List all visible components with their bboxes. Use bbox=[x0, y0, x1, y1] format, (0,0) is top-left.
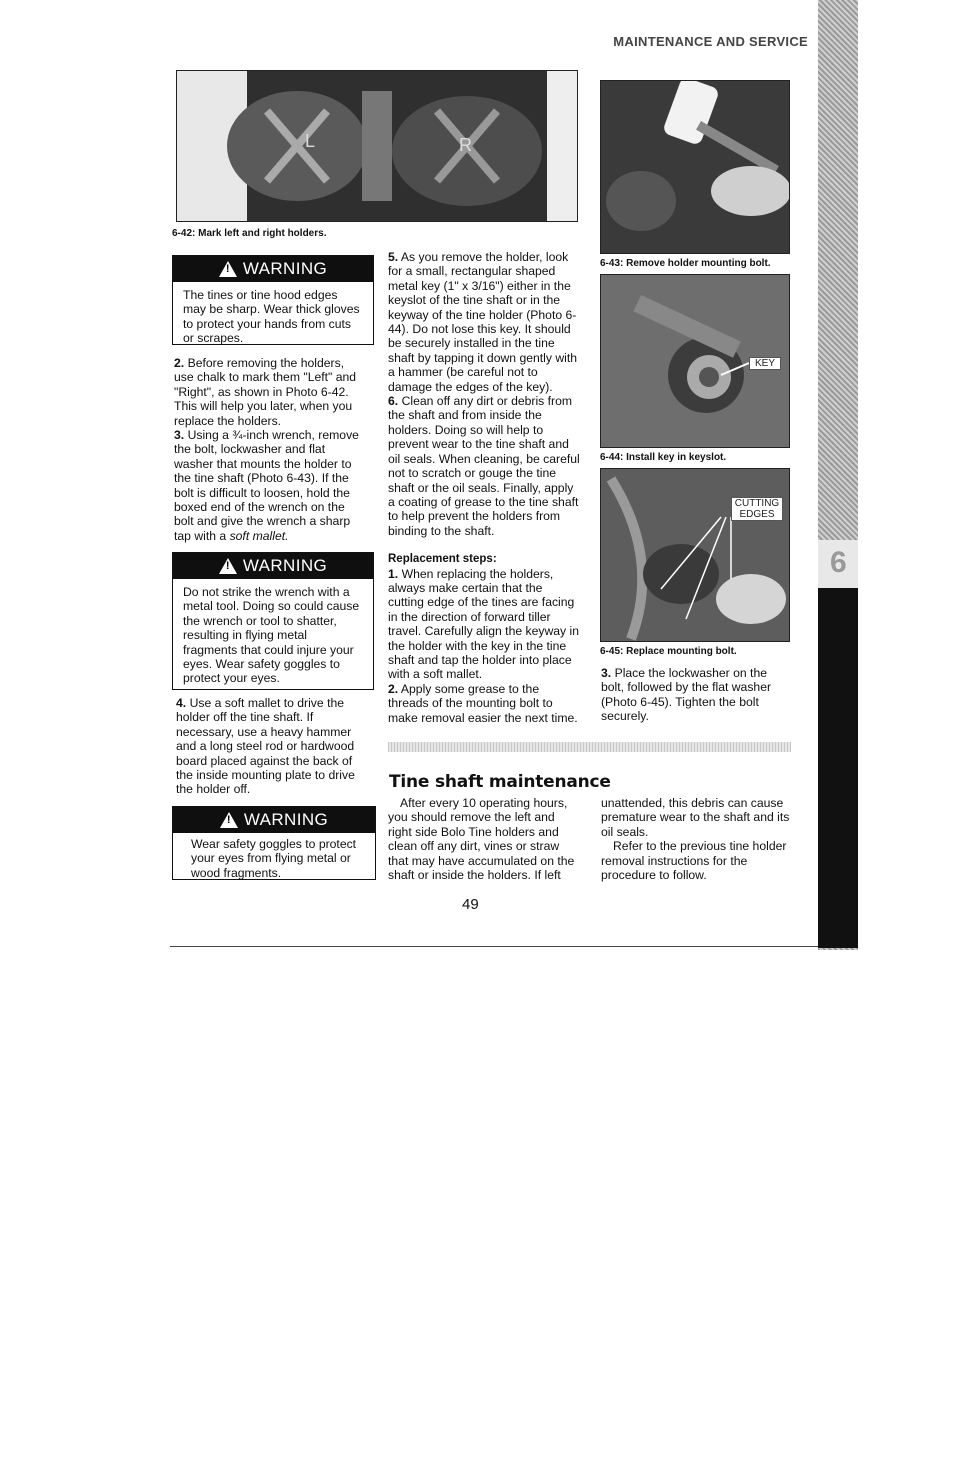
section-header: MAINTENANCE AND SERVICE bbox=[613, 34, 808, 49]
step-text: Before removing the holders, use chalk to mark them "Left" and "Right", as shown in Photo 6-42. This will help you later, when you replace the holders. bbox=[174, 356, 357, 428]
warning-title: WARNING bbox=[242, 259, 328, 278]
warning-text: Wear safety goggles to protect your eyes from flying metal or wood fragments. bbox=[191, 837, 357, 880]
replacement-heading: Replacement steps: bbox=[388, 553, 497, 566]
warning-header bbox=[173, 256, 373, 282]
right-column bbox=[601, 666, 793, 724]
step-5 bbox=[388, 250, 580, 394]
left-column-step-4 bbox=[176, 696, 368, 797]
warning-header bbox=[173, 553, 373, 579]
step-number: 3. bbox=[601, 666, 612, 680]
marker-right: R bbox=[459, 135, 472, 155]
warning-text: Do not strike the wrench with a metal tool. Doing so could cause the wrench or tool to shatter, resulting in flying metal fragments that could injure your eyes. Wear safety goggles to protect your eyes. bbox=[183, 585, 360, 686]
bottom-rule bbox=[170, 946, 818, 947]
cutting-edges-label-line2: EDGES bbox=[739, 509, 775, 520]
warning-triangle-icon bbox=[220, 812, 238, 828]
step-6 bbox=[388, 394, 580, 538]
tine-shaft-text-2: Refer to the previous tine holder removal instructions for the procedure to follow. bbox=[601, 839, 787, 883]
photo-caption: 6-43: Remove holder mounting bolt. bbox=[600, 258, 771, 269]
replacement-step-3 bbox=[601, 666, 793, 724]
step-text: Clean off any dirt or debris from the shaft and from inside the holders. Doing so will help to prevent wear to the tine shaft and oil seals. When cleaning, be careful not to scratch or gouge the tine shaft or the oil seals. Finally, apply a coating of grease to the tine shaft to help prevent the holders from binding to the shaft. bbox=[388, 394, 580, 538]
photo-6-44 bbox=[600, 274, 790, 448]
step-number: 4. bbox=[176, 696, 187, 710]
warning-header bbox=[173, 807, 375, 833]
photo-caption: 6-44: Install key in keyslot. bbox=[600, 452, 727, 463]
cutting-edges-label bbox=[731, 497, 783, 521]
warning-triangle-icon bbox=[219, 558, 237, 574]
step-number: 3. bbox=[174, 428, 185, 443]
warning-text: The tines or tine hood edges may be sharp. Wear thick gloves to protect your hands from cuts or scrapes. bbox=[183, 288, 360, 346]
step-text: Use a soft mallet to drive the holder off the tine shaft. If necessary, use a heavy hammer and a long steel rod or hardwood board placed against the back of the inside mounting plate to drive the holder off. bbox=[176, 696, 355, 797]
step-text: Apply some grease to the threads of the mounting bolt to make removal easier the next time. bbox=[388, 681, 578, 725]
step-4 bbox=[176, 696, 368, 797]
replacement-step-2 bbox=[388, 682, 580, 725]
step-text: Place the lockwasher on the bolt, followed by the flat washer (Photo 6-45). Tighten the bolt securely. bbox=[601, 666, 772, 724]
cutting-edges-label-line1: CUTTING bbox=[734, 498, 780, 509]
page-edge-dark bbox=[818, 588, 858, 948]
step-number: 2. bbox=[174, 356, 185, 370]
middle-column bbox=[388, 250, 580, 725]
step-number: 6. bbox=[388, 394, 399, 409]
replacement-step-1 bbox=[388, 567, 580, 682]
step-3 bbox=[174, 428, 366, 543]
photo-6-42 bbox=[176, 70, 578, 222]
photo-6-43 bbox=[600, 80, 790, 254]
step-emphasis: soft mallet. bbox=[229, 528, 289, 543]
key-label: KEY bbox=[749, 357, 781, 370]
photo-caption: 6-45: Replace mounting bolt. bbox=[600, 646, 737, 657]
chapter-number: 6 bbox=[830, 546, 847, 579]
warning-title: WARNING bbox=[243, 810, 329, 829]
tiller-holders-illustration bbox=[177, 71, 577, 221]
step-number: 1. bbox=[388, 566, 399, 581]
step-text: Using a ¾-inch wrench, remove the bolt, lockwasher and flat washer that mounts the holder to the tine shaft (Photo 6-43). If the bolt is difficult to loosen, hold the boxed end of the wrench on the bolt and give the wrench a sharp tap with a bbox=[174, 428, 359, 543]
warning-box bbox=[172, 552, 374, 690]
warning-title: WARNING bbox=[242, 556, 328, 575]
tine-shaft-paragraph-1 bbox=[388, 796, 790, 882]
mallet-illustration bbox=[601, 81, 789, 253]
page-number: 49 bbox=[462, 896, 479, 913]
step-number: 5. bbox=[388, 250, 399, 264]
photo-6-45 bbox=[600, 468, 790, 642]
step-number: 2. bbox=[388, 681, 399, 696]
marker-left: L bbox=[305, 131, 316, 151]
step-text: As you remove the holder, look for a small, rectangular shaped metal key (1" x 3/16") either in the keyslot of the tine shaft or in the keyway of the tine holder (Photo 6-44). Do not lose this key. It should be securely installed in the tine shaft by tapping it down gently with a hammer (be careful not to damage the edges of the key). bbox=[388, 250, 578, 394]
cutting-edges-illustration bbox=[601, 469, 789, 641]
tine-shaft-text: After every 10 operating hours, you should remove the left and right side Bolo Tine holders and clean off any dirt, vines or straw that may have accumulated on the shaft or inside the holders. If left unattended, this debris can cause premature wear to the shaft and its oil seals. bbox=[388, 796, 790, 883]
photo-caption: 6-42: Mark left and right holders. bbox=[172, 228, 327, 239]
warning-box bbox=[172, 806, 376, 880]
step-text: When replacing the holders, always make certain that the cutting edge of the tines are facing in the direction of forward tiller travel. Carefully align the keyway in the holder with the key in the tine shaft and tap the holder into place with a soft mallet. bbox=[388, 566, 580, 682]
left-column-steps bbox=[174, 356, 366, 543]
step-2 bbox=[174, 356, 366, 428]
section-title: Tine shaft maintenance bbox=[389, 772, 611, 792]
warning-box bbox=[172, 255, 374, 345]
warning-triangle-icon bbox=[219, 261, 237, 277]
section-divider bbox=[388, 742, 791, 752]
